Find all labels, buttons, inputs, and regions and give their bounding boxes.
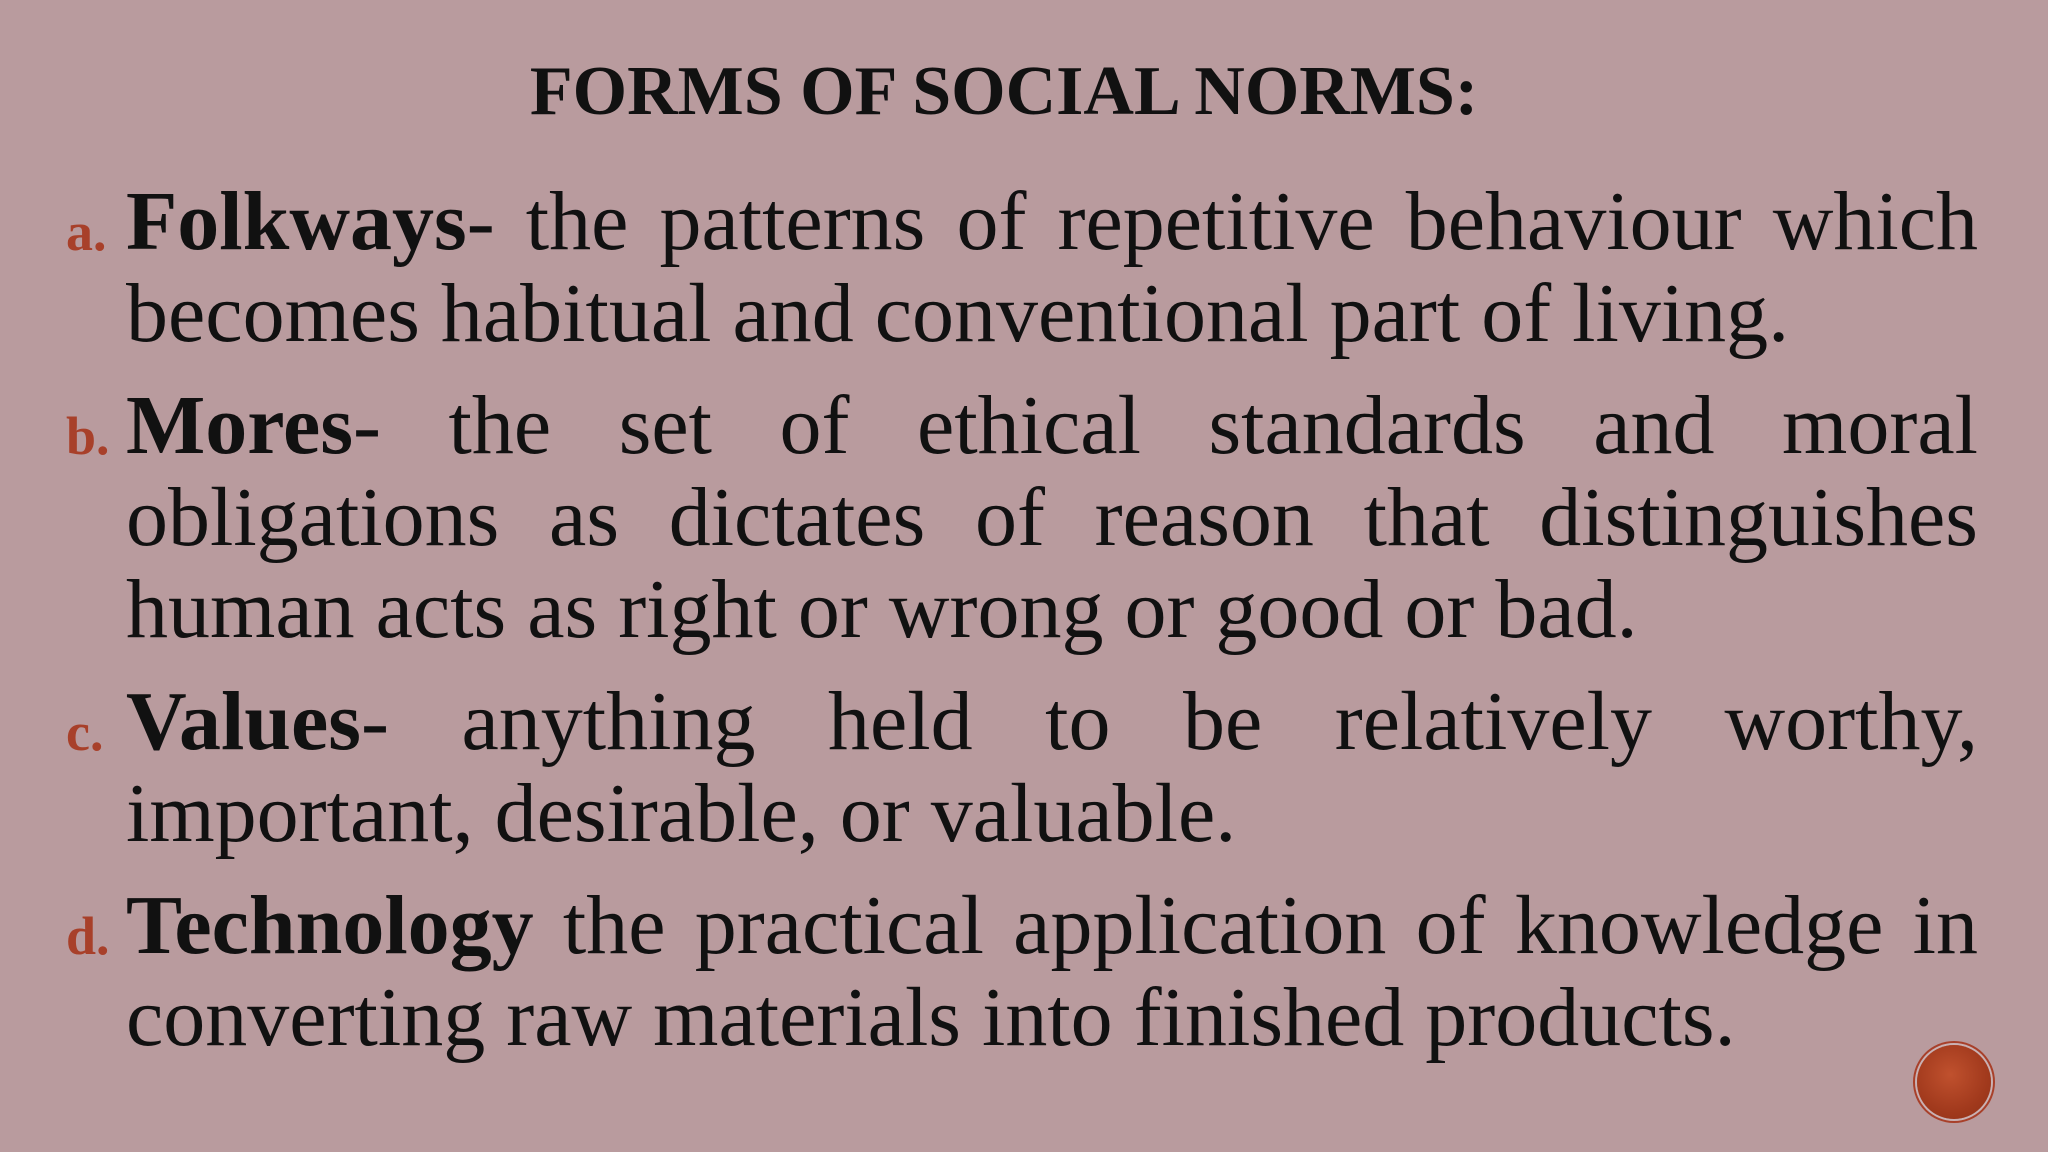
list-item-folkways [66,176,1978,360]
list-item-technology [66,880,1978,1064]
list-item-content [126,676,1978,860]
term-label: Mores [126,379,354,472]
definition-text: - the set of ethical standards and moral obligations as dictates of reason that distinguishes human acts as right or wrong or good or bad. [126,379,1978,656]
list-item-mores [66,380,1978,656]
term-label: Technology [126,879,534,972]
list-marker: c. [66,702,104,762]
list-marker: d. [66,906,110,966]
slide-title: FORMS OF SOCIAL NORMS: [529,53,1479,130]
list-marker: b. [66,406,110,466]
term-label: Values [126,675,361,768]
list-item-content [126,880,1978,1064]
term-label: Folkways [126,175,467,268]
definition-text: the practical application of knowledge in converting raw materials into finished products. [126,879,1978,1064]
decorative-circle-icon [1917,1045,1991,1119]
list-item-content [126,380,1978,656]
definition-text: - the patterns of repetitive behaviour which becomes habitual and conventional part of living. [126,175,1978,360]
norms-list [66,176,1978,1084]
list-item-values [66,676,1978,860]
list-item-content [126,176,1978,360]
definition-text: - anything held to be relatively worthy, important, desirable, or valuable. [126,675,1978,860]
list-marker: a. [66,202,107,262]
